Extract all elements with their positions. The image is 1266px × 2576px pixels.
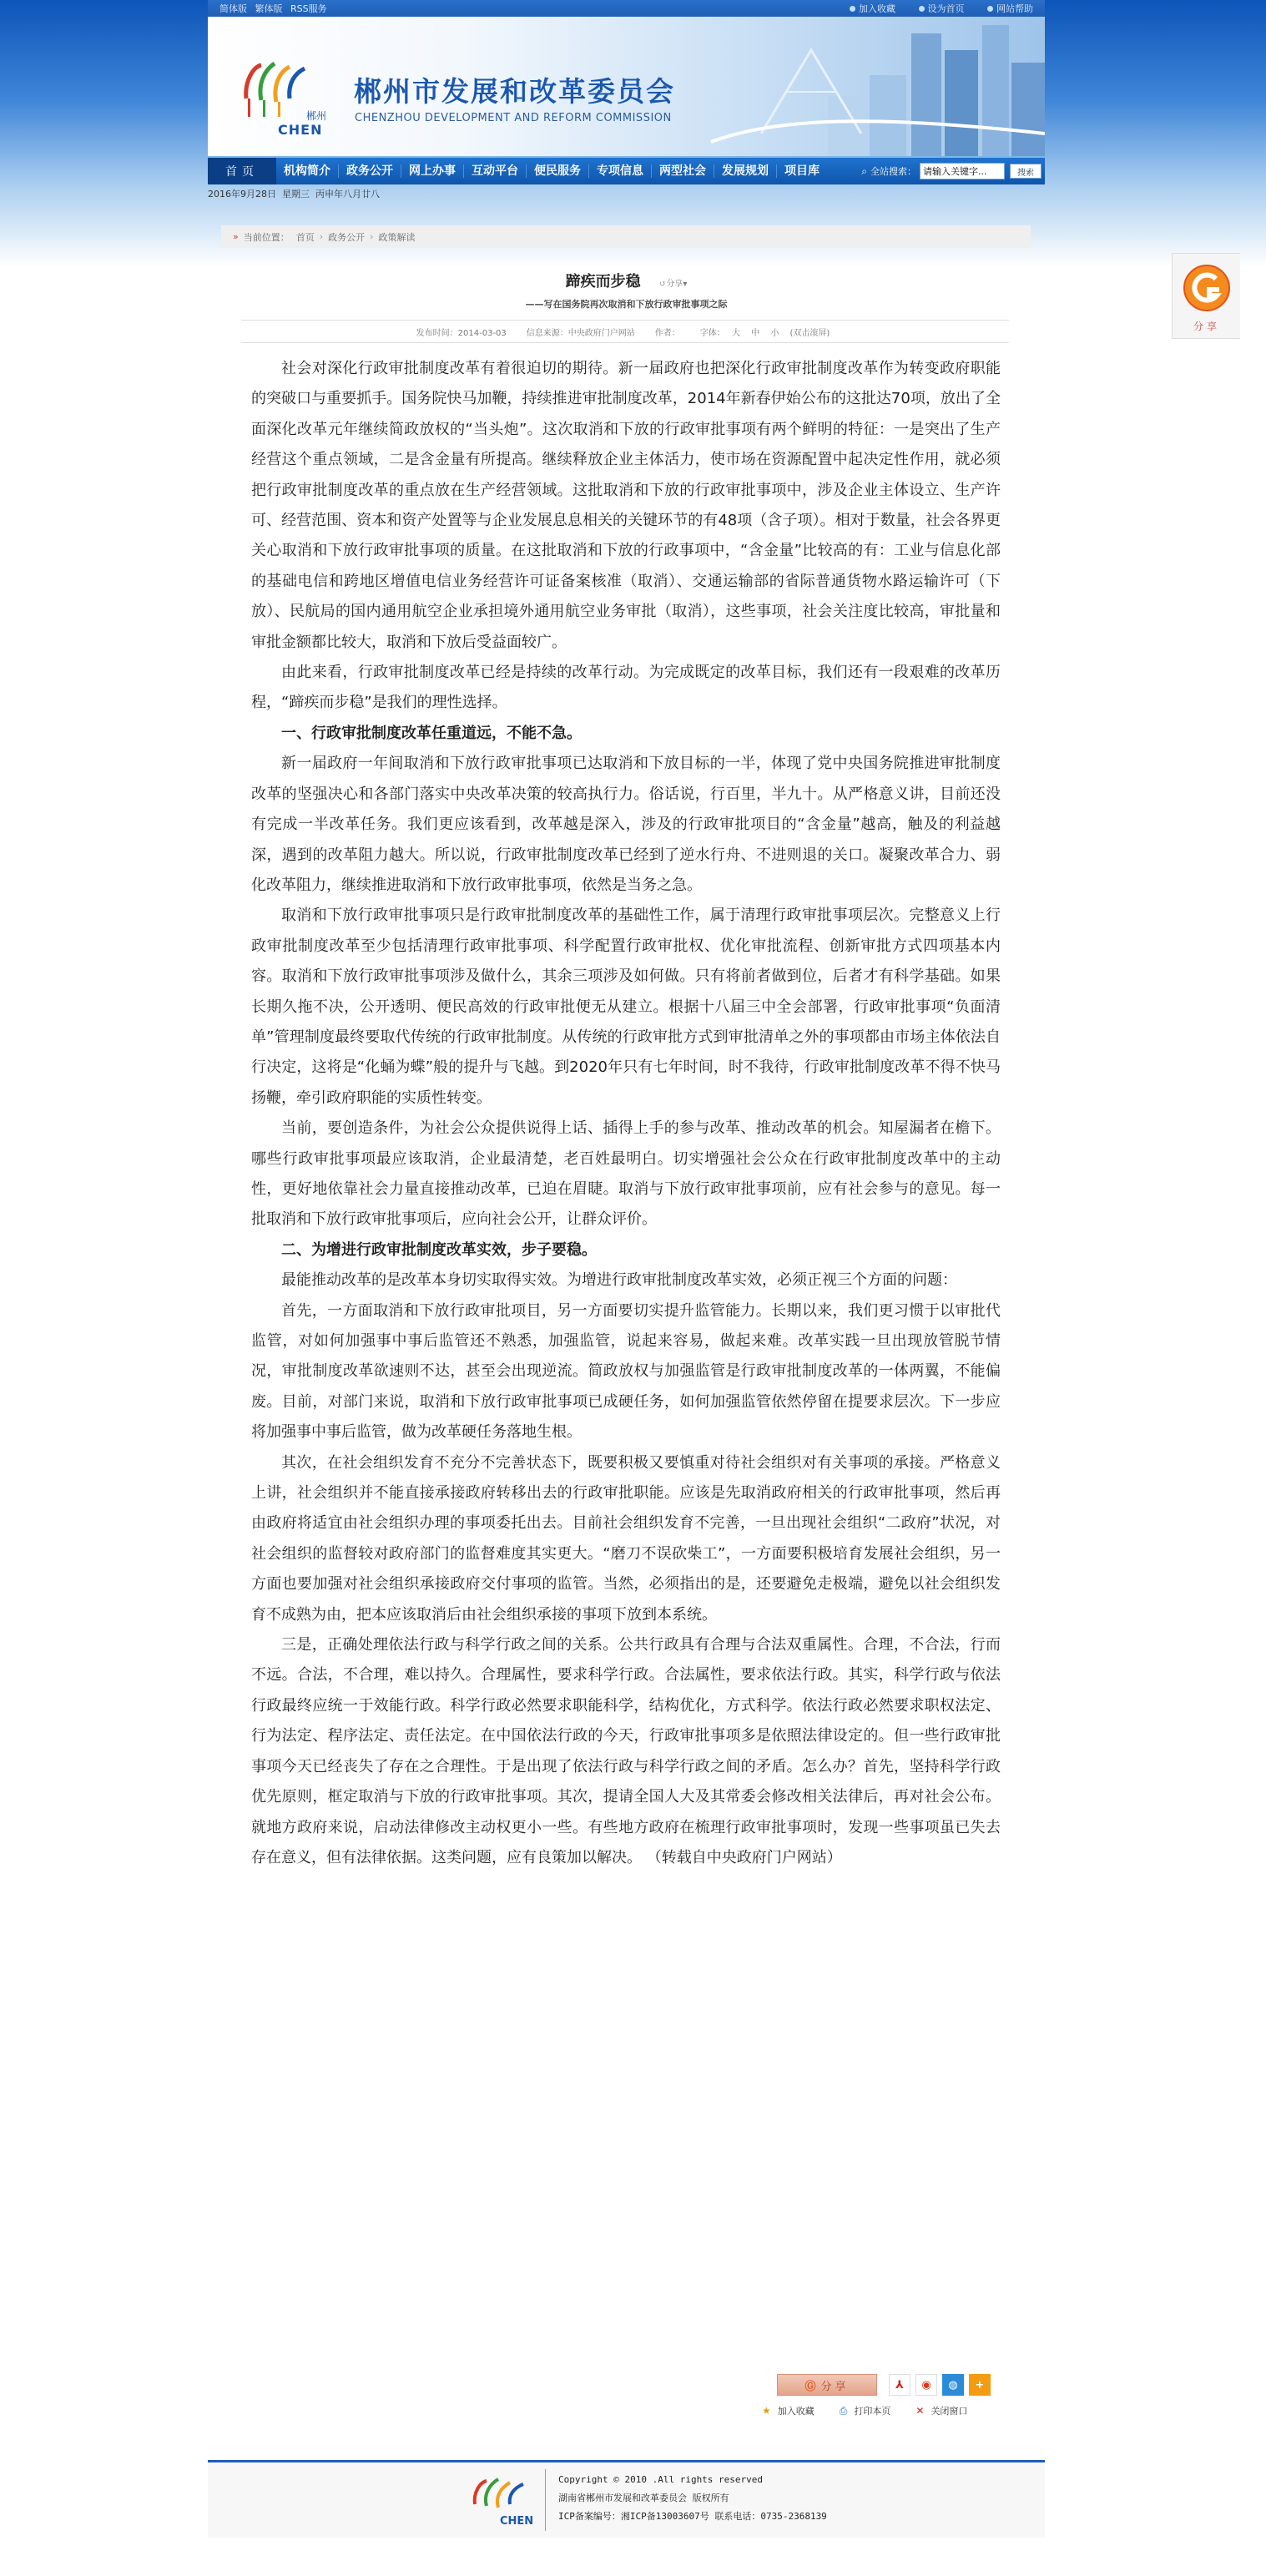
nav-home[interactable]: 首页 [208,158,276,184]
nav-item-planning[interactable]: 发展规划 [714,164,777,178]
bullet-icon [987,6,993,12]
nav-item-public-services[interactable]: 便民服务 [527,164,589,178]
font-size-small[interactable]: 小 [770,328,779,338]
breadcrumb-separator-icon: › [370,231,374,242]
set-homepage-link[interactable]: 设为首页 [919,3,965,14]
article-paragraph: 由此来看，行政审批制度改革已经是持续的改革行动。为完成既定的改革目标，我们还有一段艰难的改革历程，“蹄疾而步稳”是我们的理性选择。 [251,664,1001,712]
share-arrow-icon: ↺ [658,280,667,289]
page-container [208,0,1045,2528]
article-paragraph: 当前，要创造条件，为社会公众提供说得上话、插得上手的参与改革、推动改革的机会。知屋漏者在檐下。哪些行政审批事项最应该取消，企业最清楚，老百姓最明白。切实增强社会公众在行政审批制度改革中的主动性，更好地依靠社会力量直接推动改革，已迫在眉睫。取消与下放行政审批事项前，应有社会参与的意见。每一批取消和下放行政审批事项后，应向社会公开，让群众评价。 [251,1119,1001,1229]
icp-contact: ICP备案编号：湘ICP备13003607号 联系电话：0735-2368139 [558,2511,827,2522]
article-paragraph: 取消和下放行政审批事项只是行政审批制度改革的基础性工作，属于清理行政审批事项层次。完整意义上行政审批制度改革至少包括清理行政审批事项、科学配置行政审批权、优化审批流程、创新审批方式四项基本内容。取消和下放行政审批事项涉及做什么，其余三项涉及如何做。只有将前者做到位，后者才有科学基础。如果长期久拖不决，公开透明、便民高效的行政审批便无从建立。根据十八届三中全会部署，行政审批事项“负面清单”管理制度最终要取代传统的行政审批制度。从传统的行政审批方式到审批清单之外的事项都由市场主体依法自行决定，这将是“化蛹为蝶”般的提升与飞越。到2020年只有七年时间，时不我待，行政审批制度改革不得不快马扬鞭，牵引政府职能的实质性转变。 [251,907,1001,1107]
print-icon: ⎙ [839,2404,848,2417]
main-nav [208,156,1045,184]
acrobat-icon[interactable]: ⅄ [889,2374,910,2396]
font-size-large[interactable]: 大 [731,328,740,338]
svg-text:CHEN: CHEN [500,2515,534,2528]
info-source: 信息来源：中央政府门户网站 [526,328,635,338]
font-size-medium[interactable]: 中 [751,328,760,338]
section-heading: 一、行政审批制度改革任重道远，不能不急。 [281,724,582,742]
breadcrumb-home[interactable]: 首页 [295,231,315,243]
nav-item-special-info[interactable]: 专项信息 [589,164,652,178]
article-body [251,354,1001,1873]
bullet-icon [850,6,855,12]
font-size-controls [700,326,835,338]
more-icon[interactable]: + [969,2374,991,2396]
font-label: 字体： [699,328,725,338]
top-bar [208,0,1045,17]
lunar-date: 丙申年八月廿八 [315,189,380,200]
close-icon: ✕ [915,2405,925,2417]
logo-en: CHEN [278,122,323,138]
share-logo-icon [1173,254,1241,321]
footer-text [558,2471,827,2526]
nav-item-project-library[interactable]: 项目库 [784,164,820,178]
article-paragraph: 首先，一方面取消和下放行政审批项目，另一方面要切实提升监管能力。长期以来，我们更习惯于以审批代监管，对如何加强事中事后监管还不熟悉，加强监管，说起来容易，做起来难。改革实践一旦出现放管脱节情况，审批制度改革欲速则不达，甚至会出现逆流。简政放权与加强监管是行政审批制度改革的一体两翼，不能偏废。目前，对部门来说，取消和下放行政审批事项已成硬任务，如何加强监管依然停留在提要求层次。下一步应将加强事中事后监管，做为改革硬任务落地生根。 [251,1301,1001,1442]
close-window-button[interactable]: ✕ 关闭窗口 [915,2405,968,2417]
article-paragraph: 三是，正确处理依法行政与科学行政之间的关系。公共行政具有合理与合法双重属性。合理，不合法，行而不远。合法，不合理，难以持久。合理属性，要求科学行政。合法属性，要求依法行政。其实，科学行政与依法行政最终应统一于效能行政。科学行政必然要求职能科学，结构优化，方式科学。依法行政必然要求职权法定、行为法定、程序法定、责任法定。在中国依法行政的今天，行政审批事项多是依照法律设定的。但一些行政审批事项今天已经丧失了存在之合理性。于是出现了依法行政与科学行政之间的矛盾。怎么办？首先，坚持科学行政优先原则，框定取消与下放的行政审批事项。其次，提请全国人大及其常委会修改相关法律后，再对社会公布。就地方政府来说，启动法律修改主动权更小一些。有些地方政府在梳理行政审批事项时，发现一些事项虽已失去存在意义，但有法律依据。这类问题，应有良策加以解决。 （转载自中央政府门户网站） [251,1636,1001,1866]
search-label: 全站搜索： [870,166,916,177]
site-subtitle: CHENZHOU DEVELOPMENT AND REFORM COMMISSION [355,112,672,124]
breadcrumb-policy[interactable]: 政策解读 [378,231,416,243]
breadcrumb-label: 当前位置： [243,231,290,243]
header-banner [208,17,1045,156]
section-heading: 二、为增进行政审批制度改革实效，步子要稳。 [281,1240,597,1259]
article-title: 蹄疾而步稳 [565,273,641,290]
chevron-down-icon: ▾ [683,280,688,289]
side-share-widget[interactable] [1172,253,1240,339]
footer-logo-icon [467,2471,542,2529]
breadcrumb-separator-icon: › [319,231,324,242]
current-date: 2016年9月28日 [208,189,276,200]
bullet-icon [919,6,925,12]
nav-item-online-services[interactable]: 网上办事 [401,164,464,178]
article-paragraph: 最能推动改革的是改革本身切实取得实效。为增进行政审批制度改革实效，必须正视三个方面的问题： [281,1271,957,1290]
nav-item-two-type-society[interactable]: 两型社会 [652,164,714,178]
side-share-label: 分享 [1193,321,1220,332]
share-button[interactable]: Ⓖ 分享 [777,2374,877,2396]
city-skyline-image [661,17,1045,156]
search-input[interactable] [920,163,1005,179]
simplified-link[interactable]: 简体版 [219,3,247,14]
title-share-button[interactable]: ↺分享▾ [658,280,688,289]
share-bar [777,2374,991,2396]
footer [208,2462,1045,2538]
weibo-icon[interactable]: ◉ [915,2374,937,2396]
favorite-icon: ★ [762,2405,771,2417]
nav-item-interaction[interactable]: 互动平台 [464,164,527,178]
qq-icon[interactable]: ◍ [942,2374,964,2396]
footer-separator [545,2469,546,2531]
breadcrumb-arrow-icon: » [233,231,239,242]
article-title-row [208,270,1045,291]
search-button[interactable]: 搜索 [1010,164,1042,179]
rss-link[interactable]: RSS服务 [290,3,327,14]
owner: 湖南省郴州市发展和改革委员会 版权所有 [558,2493,729,2503]
favorite-button[interactable]: ★ 加入收藏 [762,2405,815,2417]
share-logo-icon: Ⓖ [804,2380,816,2393]
print-button[interactable]: ⎙ 打印本页 [839,2404,891,2417]
search-icon: ⌕ [861,164,867,177]
article-paragraph: 其次，在社会组织发育不充分不完善状态下，既要积极又要慎重对待社会组织对有关事项的承接。严格意义上讲，社会组织并不能直接承接政府转移出去的行政审批职能。应该是先取消政府相关的行政审批事项，然后再由政府将适宜由社会组织办理的事项委托出去。目前社会组织发育不完善，一旦出现社会组织“二政府”状况，对社会组织的监督较对政府部门的监督难度其实更大。“磨刀不误砍柴工”，一方面要积极培育发展社会组织，另一方面也要加强对社会组织承接政府交付事项的监管。当然，必须指出的是，还要避免走极端，避免以社会组织发育不成熟为由，把本应该取消后由社会组织承接的事项下放到本系统。 [251,1453,1001,1624]
site-title: 郴州市发展和改革委员会 [354,75,675,108]
nav-item-gov-affairs[interactable]: 政务公开 [339,164,401,178]
article-subtitle: ——写在国务院再次取消和下放行政审批事项之际 [525,299,728,310]
page-tools [762,2404,992,2417]
auto-scroll-hint[interactable]: (双击滚屏) [789,328,830,338]
weekday: 星期三 [282,189,310,200]
logo-text: 郴州 [306,110,327,122]
date-bar [208,184,1045,203]
breadcrumb-gov-affairs[interactable]: 政务公开 [328,231,366,243]
author: 作者： [654,328,680,338]
help-link[interactable]: 网站帮助 [987,3,1033,14]
copyright: Copyright © 2010 .All rights reserved [558,2474,764,2485]
nav-item-about[interactable]: 机构简介 [276,164,339,178]
article-paragraph: 新一届政府一年间取消和下放行政审批事项已达取消和下放目标的一半，体现了党中央国务院推进审批制度改革的坚强决心和各部门落实中央改革决策的较高执行力。俗话说，行百里，半九十。从严格意义讲，目前还没有完成一半改革任务。我们更应该看到，改革越是深入，涉及的行政审批项目的“含金量”越高，触及的利益越深，遇到的改革阻力越大。所以说，行政审批制度改革已经到了逆水行舟、不进则退的关口。凝聚改革合力、弱化改革阻力，继续推进取消和下放行政审批事项，依然是当务之急。 [251,755,1001,894]
add-favorite-link[interactable]: 加入收藏 [850,3,895,14]
site-search [861,163,1042,179]
traditional-link[interactable]: 繁体版 [255,3,283,14]
article-meta [241,320,1009,343]
publish-date: 发布时间：2014-03-03 [416,328,507,338]
breadcrumb [221,225,1031,248]
article-paragraph: 社会对深化行政审批制度改革有着很迫切的期待。新一届政府也把深化行政审批制度改革作为转变政府职能的突破口与重要抓手。国务院快马加鞭，持续推进审批制度改革，2014年新春伊始公布的这批达70项，放出了全面深化改革元年继续简政放权的“当头炮”。这次取消和下放的行政审批事项有两个鲜明的特征：一是突出了生产经营这个重点领域，二是含金量有所提高。继续释放企业主体活力，使市场在资源配置中起决定性作用，就必须把行政审批制度改革的重点放在生产经营领域。这批取消和下放的行政审批事项中，涉及企业主体设立、生产许可、经营范围、资本和资产处置等与企业发展息息相关的关键环节的有48项（含子项）。相对于数量，社会各界更关心取消和下放行政审批事项的质量。在这批取消和下放的行政事项中，“含金量”比较高的有：工业与信息化部的基础电信和跨地区增值电信业务经营许可证备案核准（取消）、交通运输部的省际普通货物水路运输许可（下放）、民航局的国内通用航空企业承担境外通用航空业务审批（取消），这些事项，社会关注度比较高，审批量和审批金额都比较大，取消和下放后受益面较广。 [251,360,1001,651]
